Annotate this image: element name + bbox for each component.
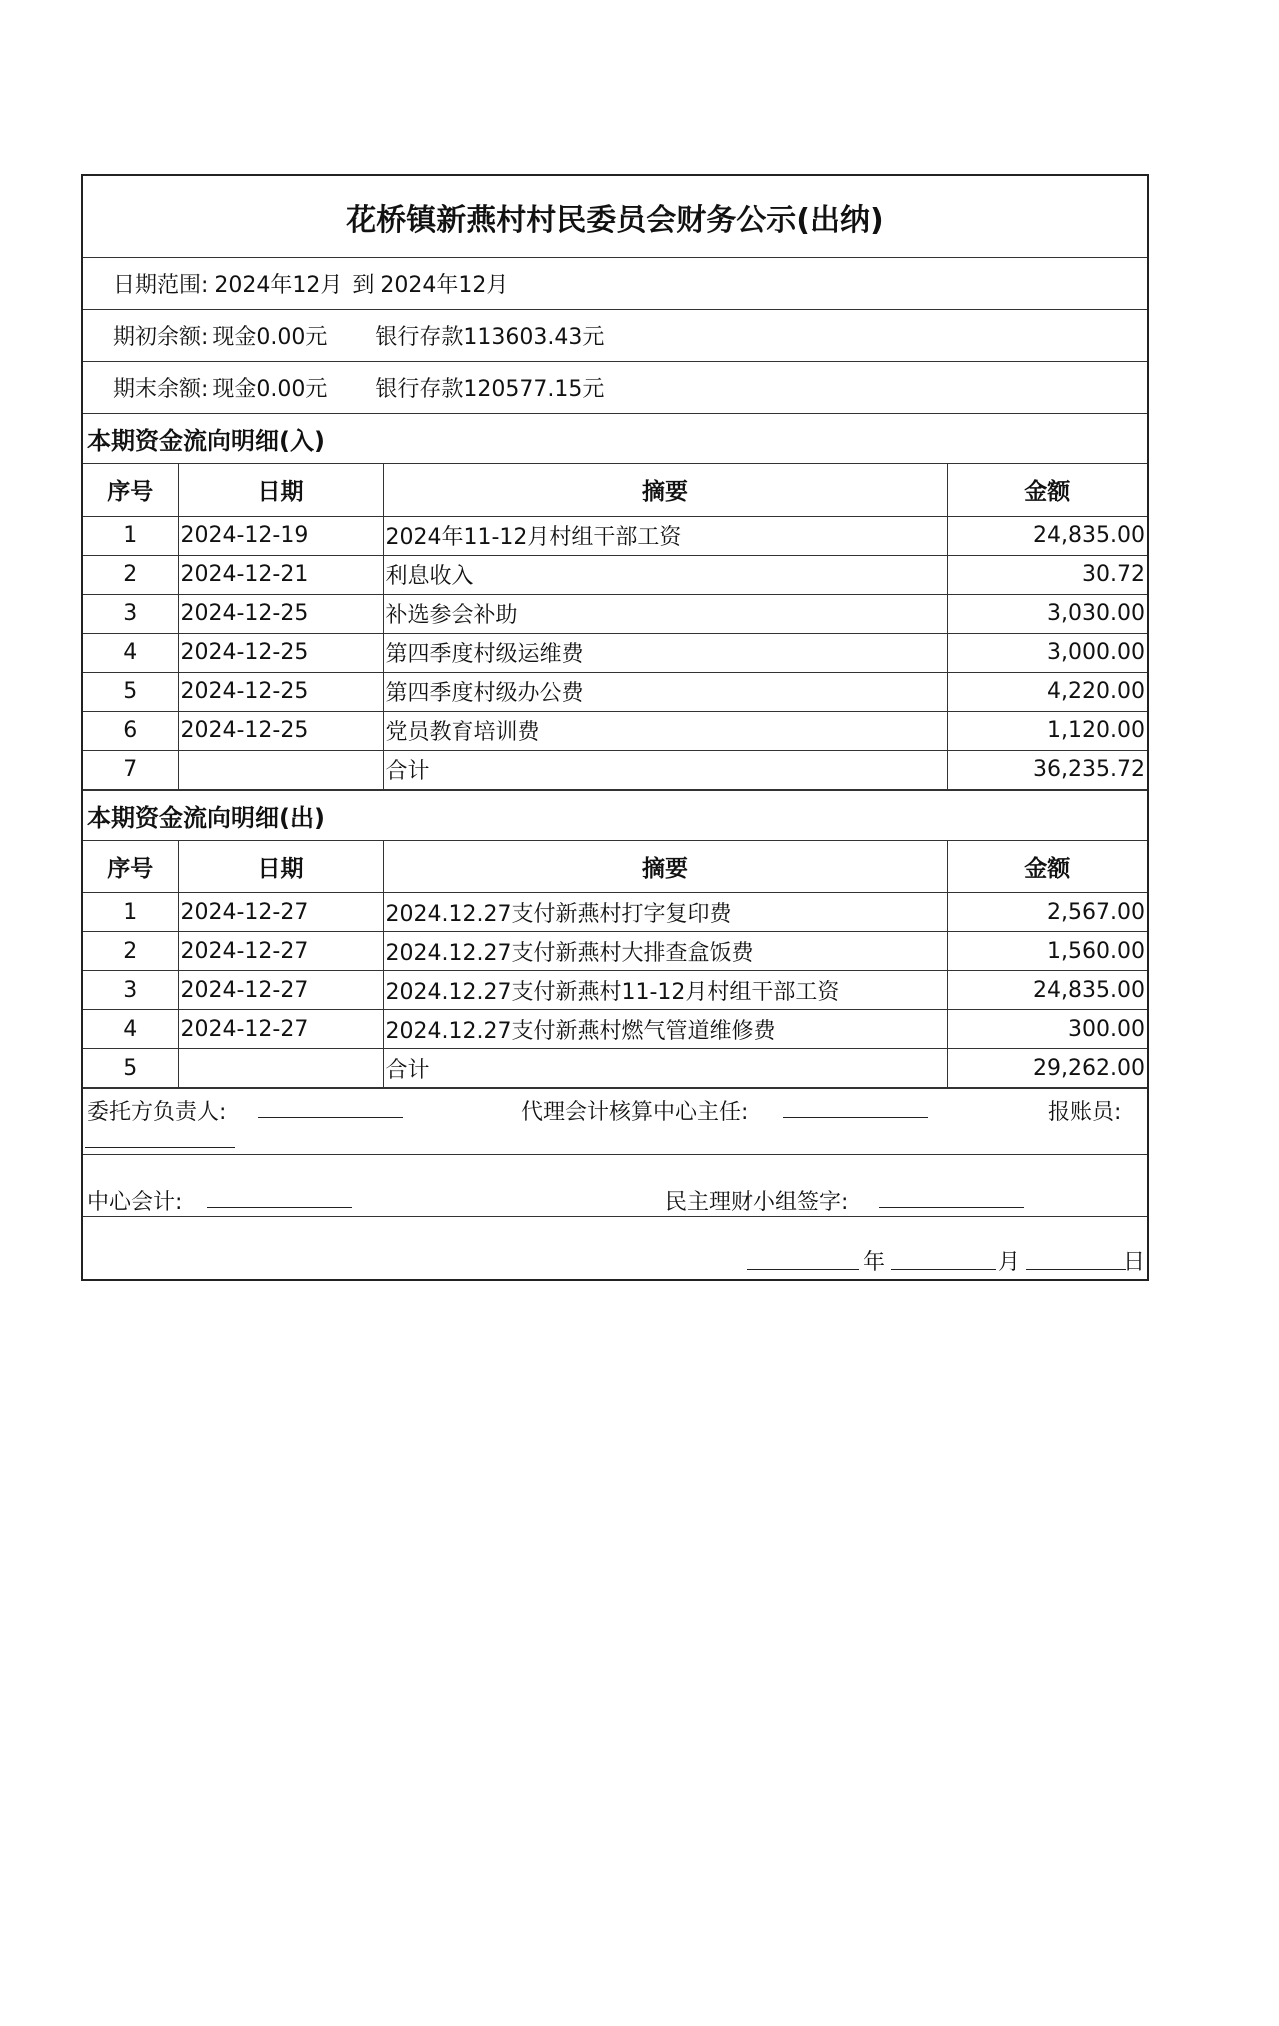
row-date: 2024-12-25 <box>178 672 383 711</box>
expense-row <box>83 932 1147 971</box>
center-director-sign-line <box>783 1097 928 1118</box>
signature-date-row <box>83 1217 1147 1279</box>
signature-row-1 <box>83 1089 1147 1155</box>
row-date <box>178 750 383 789</box>
closing-cash: 现金0.00元 <box>212 377 328 402</box>
expense-row <box>83 893 1147 932</box>
row-desc: 2024.12.27支付新燕村燃气管道维修费 <box>383 1010 947 1049</box>
row-date <box>178 1049 383 1088</box>
row-amount: 29,262.00 <box>947 1049 1147 1088</box>
income-row <box>83 750 1147 789</box>
finance-disclosure-form <box>81 174 1149 1281</box>
date-range-from: 2024年12月 <box>214 273 343 298</box>
expense-row <box>83 971 1147 1010</box>
row-amount: 4,220.00 <box>947 672 1147 711</box>
day-line <box>1026 1249 1126 1270</box>
expense-section-title: 本期资金流向明细(出) <box>83 791 1147 841</box>
day-label: 日 <box>1123 1250 1146 1275</box>
row-date: 2024-12-25 <box>178 633 383 672</box>
row-no: 4 <box>83 633 178 672</box>
income-header-row <box>83 464 1147 516</box>
row-date: 2024-12-27 <box>178 1010 383 1049</box>
row-desc: 党员教育培训费 <box>383 711 947 750</box>
year-line <box>747 1249 859 1270</box>
row-amount: 24,835.00 <box>947 516 1147 555</box>
row-no: 6 <box>83 711 178 750</box>
row-amount: 30.72 <box>947 555 1147 594</box>
row-no: 7 <box>83 750 178 789</box>
row-no: 2 <box>83 932 178 971</box>
income-table-wrap <box>83 464 1147 791</box>
row-no: 5 <box>83 672 178 711</box>
opening-bank: 银行存款113603.43元 <box>375 325 605 350</box>
row-desc: 2024.12.27支付新燕村11-12月村组干部工资 <box>383 971 947 1010</box>
expense-row <box>83 1010 1147 1049</box>
income-row <box>83 555 1147 594</box>
date-range-label: 日期范围: <box>113 273 209 298</box>
date-range-sep: 到 <box>352 273 375 298</box>
year-label: 年 <box>863 1250 886 1275</box>
month-label: 月 <box>998 1250 1021 1275</box>
principal-label: 委托方负责人: <box>87 1100 227 1125</box>
row-amount: 2,567.00 <box>947 893 1147 932</box>
row-desc: 第四季度村级办公费 <box>383 672 947 711</box>
row-desc: 利息收入 <box>383 555 947 594</box>
signature-row-2 <box>83 1155 1147 1217</box>
col-amount-header: 金额 <box>947 464 1147 516</box>
center-director-label: 代理会计核算中心主任: <box>521 1100 749 1125</box>
row-no: 5 <box>83 1049 178 1088</box>
center-accountant-label: 中心会计: <box>87 1190 183 1215</box>
closing-bank: 银行存款120577.15元 <box>375 377 605 402</box>
row-no: 3 <box>83 971 178 1010</box>
income-row <box>83 633 1147 672</box>
row-no: 4 <box>83 1010 178 1049</box>
row-amount: 3,030.00 <box>947 594 1147 633</box>
income-row <box>83 516 1147 555</box>
month-line <box>891 1249 996 1270</box>
row-no: 3 <box>83 594 178 633</box>
row-no: 1 <box>83 893 178 932</box>
col-no-header: 序号 <box>83 464 178 516</box>
finance-group-sign-line <box>879 1187 1024 1208</box>
row-date: 2024-12-19 <box>178 516 383 555</box>
date-range-row <box>83 258 1147 310</box>
col-no-header: 序号 <box>83 841 178 893</box>
bookkeeper-label: 报账员: <box>1048 1100 1122 1125</box>
principal-sign-line-2 <box>85 1127 235 1148</box>
opening-balance-row <box>83 310 1147 362</box>
income-rows <box>83 516 1147 789</box>
opening-cash: 现金0.00元 <box>212 325 328 350</box>
expense-table <box>83 841 1147 1089</box>
row-desc: 2024.12.27支付新燕村大排查盒饭费 <box>383 932 947 971</box>
expense-table-wrap <box>83 841 1147 1090</box>
principal-sign-line <box>258 1097 403 1118</box>
finance-group-label: 民主理财小组签字: <box>665 1190 849 1215</box>
income-row <box>83 594 1147 633</box>
row-date: 2024-12-21 <box>178 555 383 594</box>
income-row <box>83 711 1147 750</box>
row-desc: 合计 <box>383 1049 947 1088</box>
row-date: 2024-12-25 <box>178 594 383 633</box>
row-desc: 合计 <box>383 750 947 789</box>
center-accountant-sign-line <box>207 1187 352 1208</box>
income-table <box>83 464 1147 790</box>
expense-rows <box>83 893 1147 1088</box>
row-amount: 3,000.00 <box>947 633 1147 672</box>
row-no: 1 <box>83 516 178 555</box>
row-no: 2 <box>83 555 178 594</box>
opening-balance-label: 期初余额: <box>113 325 209 350</box>
row-desc: 2024.12.27支付新燕村打字复印费 <box>383 893 947 932</box>
closing-balance-row <box>83 362 1147 414</box>
row-date: 2024-12-27 <box>178 971 383 1010</box>
income-row <box>83 672 1147 711</box>
row-amount: 1,560.00 <box>947 932 1147 971</box>
col-desc-header: 摘要 <box>383 841 947 893</box>
row-desc: 2024年11-12月村组干部工资 <box>383 516 947 555</box>
col-date-header: 日期 <box>178 464 383 516</box>
col-date-header: 日期 <box>178 841 383 893</box>
closing-balance-label: 期末余额: <box>113 377 209 402</box>
form-title: 花桥镇新燕村村民委员会财务公示(出纳) <box>83 176 1147 258</box>
row-amount: 24,835.00 <box>947 971 1147 1010</box>
row-date: 2024-12-25 <box>178 711 383 750</box>
row-date: 2024-12-27 <box>178 932 383 971</box>
expense-row <box>83 1049 1147 1088</box>
expense-header-row <box>83 841 1147 893</box>
col-amount-header: 金额 <box>947 841 1147 893</box>
row-desc: 补选参会补助 <box>383 594 947 633</box>
row-amount: 1,120.00 <box>947 711 1147 750</box>
row-desc: 第四季度村级运维费 <box>383 633 947 672</box>
row-amount: 36,235.72 <box>947 750 1147 789</box>
row-date: 2024-12-27 <box>178 893 383 932</box>
row-amount: 300.00 <box>947 1010 1147 1049</box>
income-section-title: 本期资金流向明细(入) <box>83 414 1147 464</box>
col-desc-header: 摘要 <box>383 464 947 516</box>
date-range-to: 2024年12月 <box>380 273 509 298</box>
